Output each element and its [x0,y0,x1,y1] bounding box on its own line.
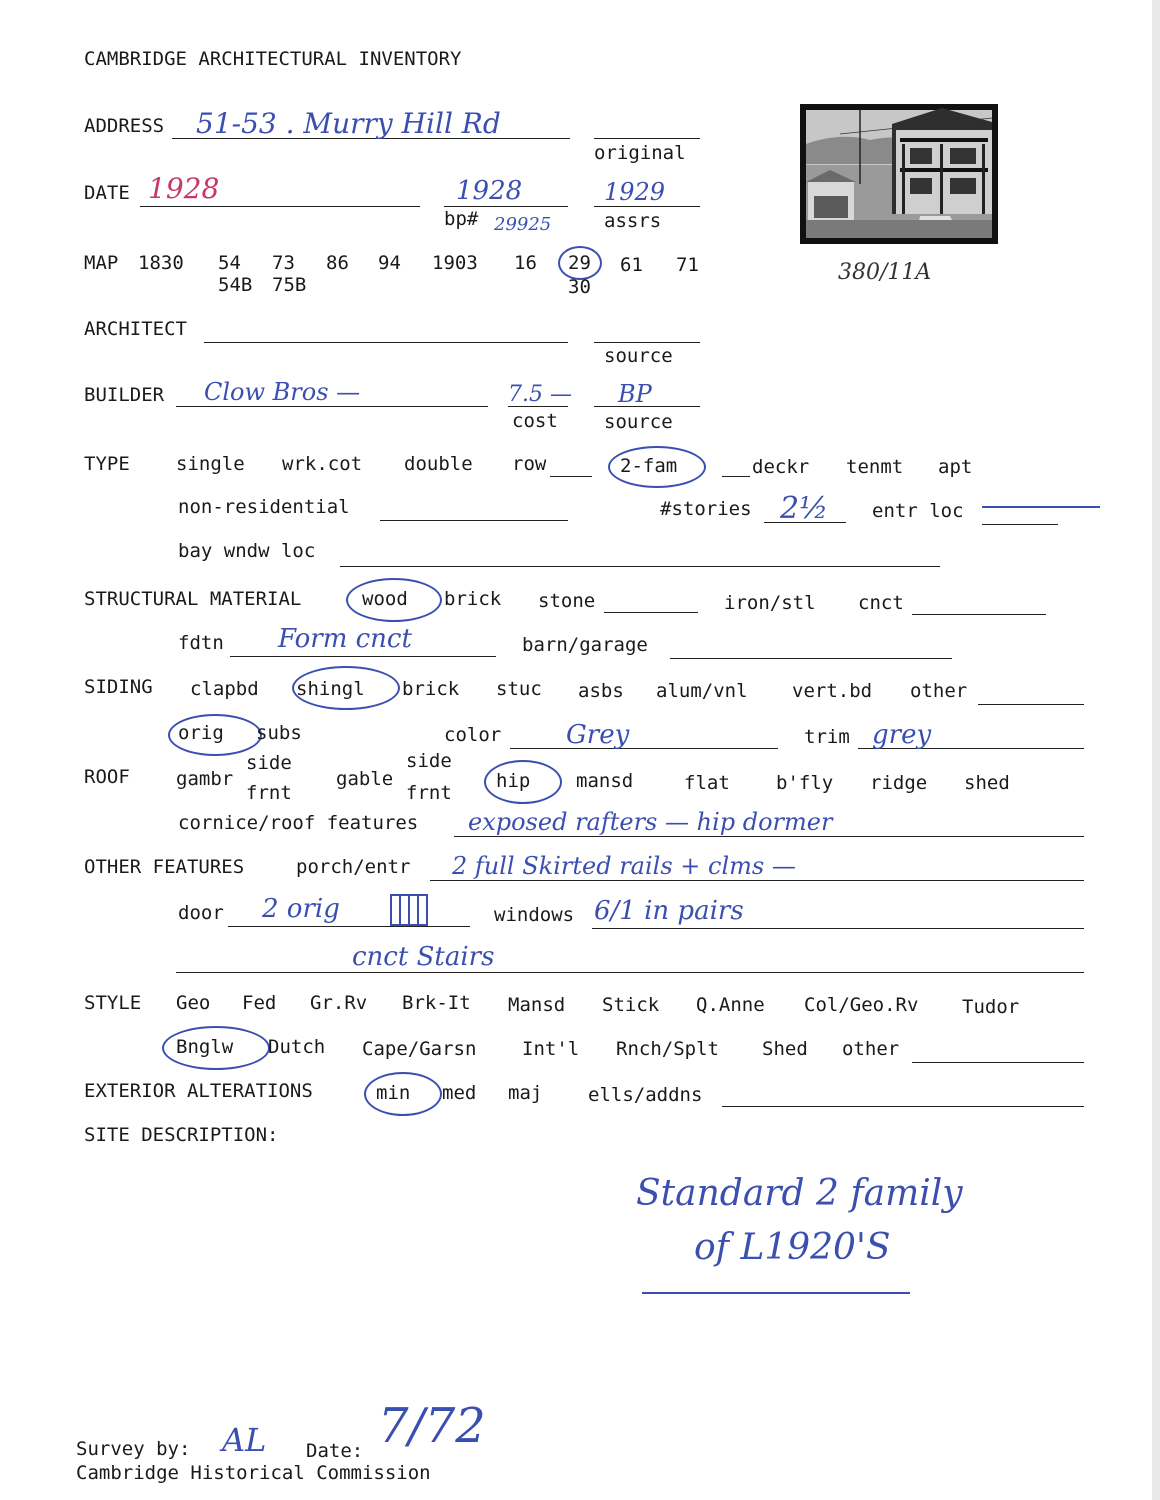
roof-option: side [246,752,292,774]
barn-label: barn/garage [522,634,648,656]
scan-edge [1152,0,1160,1500]
address-label: ADDRESS [84,115,165,137]
style-option: Int'l [522,1038,580,1060]
alterations-option: maj [508,1082,543,1104]
roof-option: side [406,750,452,772]
style-option: Cape/Garsn [362,1038,477,1060]
door-note-line [176,972,1084,973]
bp-date-line [444,206,568,207]
other-features-label: OTHER FEATURES [84,856,245,878]
site-description-line1: Standard 2 family [636,1173,963,1214]
assrs-label: assrs [604,210,662,232]
style-option: Q.Anne [696,994,765,1016]
type-option-selected: 2-fam [620,455,678,477]
cost-label: cost [512,410,558,432]
siding-option: alum/vnl [656,680,748,702]
roof-option: shed [964,772,1010,794]
stories-value: 2½ [780,491,829,526]
structural-option-selected: wood [362,588,408,610]
map-year: 75B [272,274,307,296]
siding-option: clapbd [190,678,259,700]
date2-label: Date: [306,1440,364,1462]
bay-label: bay wndw loc [178,540,316,562]
cornice-line [454,836,1084,837]
map-year: 54 [218,252,241,274]
windows-line [592,928,1084,929]
map-label: MAP [84,252,119,274]
siding-option: brick [402,678,460,700]
siding-option: asbs [578,680,624,702]
original-line [594,138,700,139]
subs-label: subs [256,722,302,744]
site-underline [642,1292,910,1294]
style-option: other [842,1038,900,1060]
structural-label: STRUCTURAL MATERIAL [84,588,302,610]
assrs-line [594,206,700,207]
color-label: color [444,724,502,746]
architect-source-line [594,342,700,343]
builder-label: BUILDER [84,384,165,406]
style-option: Mansd [508,994,566,1016]
deckr-line [722,476,750,477]
roof-option: ridge [870,772,928,794]
structural-option: brick [444,588,502,610]
builder-line [176,406,488,407]
siding-option: stuc [496,678,542,700]
cost-value: 7.5 — [508,382,572,407]
orig-label: orig [178,722,224,744]
style-option: Dutch [268,1036,326,1058]
siding-option: vert.bd [792,680,873,702]
builder-value: Clow Bros — [204,378,361,406]
surveyor-value: AL [222,1421,267,1459]
siding-option: other [910,680,968,702]
row-line [550,476,592,477]
type-option: double [404,453,473,475]
roof-option-selected: hip [496,770,531,792]
structural-circle [346,578,442,622]
windows-label: windows [494,904,575,926]
porch-value: 2 full Skirted rails + clms — [452,852,796,880]
alterations-option: ells/addns [588,1084,703,1106]
siding-option-selected: shingl [296,678,365,700]
style-option: Brk-It [402,992,471,1014]
alterations-circle [364,1072,442,1116]
original-label: original [594,142,686,164]
windows-value: 6/1 in pairs [594,896,744,926]
builder-source-label: source [604,411,673,433]
fdtn-line [230,656,496,657]
alterations-line [722,1106,1084,1107]
map-year: 54B [218,274,253,296]
orig-circle [168,714,262,756]
door-line [228,926,470,927]
bay-line [340,566,940,567]
map-year: 73 [272,252,295,274]
stories-label: #stories [660,498,752,520]
roof-option: flat [684,772,730,794]
architect-line [204,342,568,343]
map-year: 94 [378,252,401,274]
style-option: Shed [762,1038,808,1060]
roof-option: frnt [246,782,292,804]
siding-circle [292,666,400,710]
style-option: Fed [242,992,277,1014]
roof-option: b'fly [776,772,834,794]
map-year: 1903 [432,252,478,274]
builder-source-value: BP [618,380,652,408]
style-option: Tudor [962,996,1020,1018]
survey-date-value: 7/72 [378,1398,486,1454]
site-description-line2: of L1920'S [694,1227,891,1268]
roof-circle [484,760,562,804]
style-other-line [912,1062,1084,1063]
nonres-line [380,520,568,521]
map-year-circle [558,246,602,280]
style-option: Stick [602,994,660,1016]
survey-label: Survey by: [76,1438,191,1460]
form-title: CAMBRIDGE ARCHITECTURAL INVENTORY [84,48,462,70]
door-label: door [178,902,224,924]
color-line [510,748,778,749]
style-option-selected: Bnglw [176,1036,234,1058]
cornice-label: cornice/roof features [178,812,419,834]
siding-label: SIDING [84,676,153,698]
photo-reference: 380/11A [838,260,932,285]
door-note-value: cnct Stairs [352,942,495,972]
type-option: wrk.cot [282,453,363,475]
door-value: 2 orig [262,894,340,924]
fdtn-value: Form cnct [278,624,412,654]
entr-loc-label: entr loc [872,500,964,522]
style-option: Col/Geo.Rv [804,994,919,1016]
trim-label: trim [804,726,850,748]
bp-label: bp# [444,208,479,230]
color-value: Grey [566,720,630,750]
door-sketch-icon [390,894,428,926]
bp-number-value: 29925 [494,214,552,235]
bp-date-value: 1928 [456,176,523,206]
date-label: DATE [84,182,130,204]
type-option: tenmt [846,456,904,478]
roof-option: gable [336,768,394,790]
trim-value: grey [872,720,932,750]
map-year: 1830 [138,252,184,274]
cnct-line [912,614,1046,615]
type-label: TYPE [84,453,130,475]
date-line [140,206,420,207]
date-value: 1928 [148,172,220,205]
style-option: Geo [176,992,211,1014]
entr-loc-line [982,524,1058,525]
architect-label: ARCHITECT [84,318,187,340]
structural-option: stone [538,590,596,612]
barn-line [670,658,952,659]
cornice-value: exposed rafters — hip dormer [468,808,833,836]
house-photo-illustration [800,104,998,244]
type-option: apt [938,456,973,478]
style-option: Gr.Rv [310,992,368,1014]
entr-loc-mark [982,506,1100,508]
porch-label: porch/entr [296,856,411,878]
porch-line [430,880,1084,881]
type-option: deckr [752,456,810,478]
commission-name: Cambridge Historical Commission [76,1462,431,1484]
site-label: SITE DESCRIPTION: [84,1124,279,1146]
map-year: 30 [568,276,591,298]
alterations-option-selected: min [376,1082,411,1104]
assrs-date-value: 1929 [604,178,666,206]
map-year: 61 [620,254,643,276]
style-circle [162,1026,270,1070]
type-option: row [512,453,547,475]
fdtn-label: fdtn [178,632,224,654]
architect-source-label: source [604,345,673,367]
style-label: STYLE [84,992,142,1014]
roof-option: frnt [406,782,452,804]
type-option: single [176,453,245,475]
structural-option: cnct [858,592,904,614]
building-photo [800,104,998,244]
siding-other-line [978,704,1084,705]
nonres-label: non-residential [178,496,350,518]
map-year-selected: 29 [568,252,591,274]
type-circle [608,446,706,488]
style-option: Rnch/Splt [616,1038,719,1060]
alterations-option: med [442,1082,477,1104]
stone-line [604,612,698,613]
roof-option: mansd [576,770,634,792]
roof-label: ROOF [84,766,130,788]
map-year: 86 [326,252,349,274]
alterations-label: EXTERIOR ALTERATIONS [84,1080,313,1102]
roof-option: gambr [176,768,234,790]
map-year: 16 [514,252,537,274]
structural-option: iron/stl [724,592,816,614]
address-value: 51-53 . Murry Hill Rd [196,107,501,140]
map-year: 71 [676,254,699,276]
